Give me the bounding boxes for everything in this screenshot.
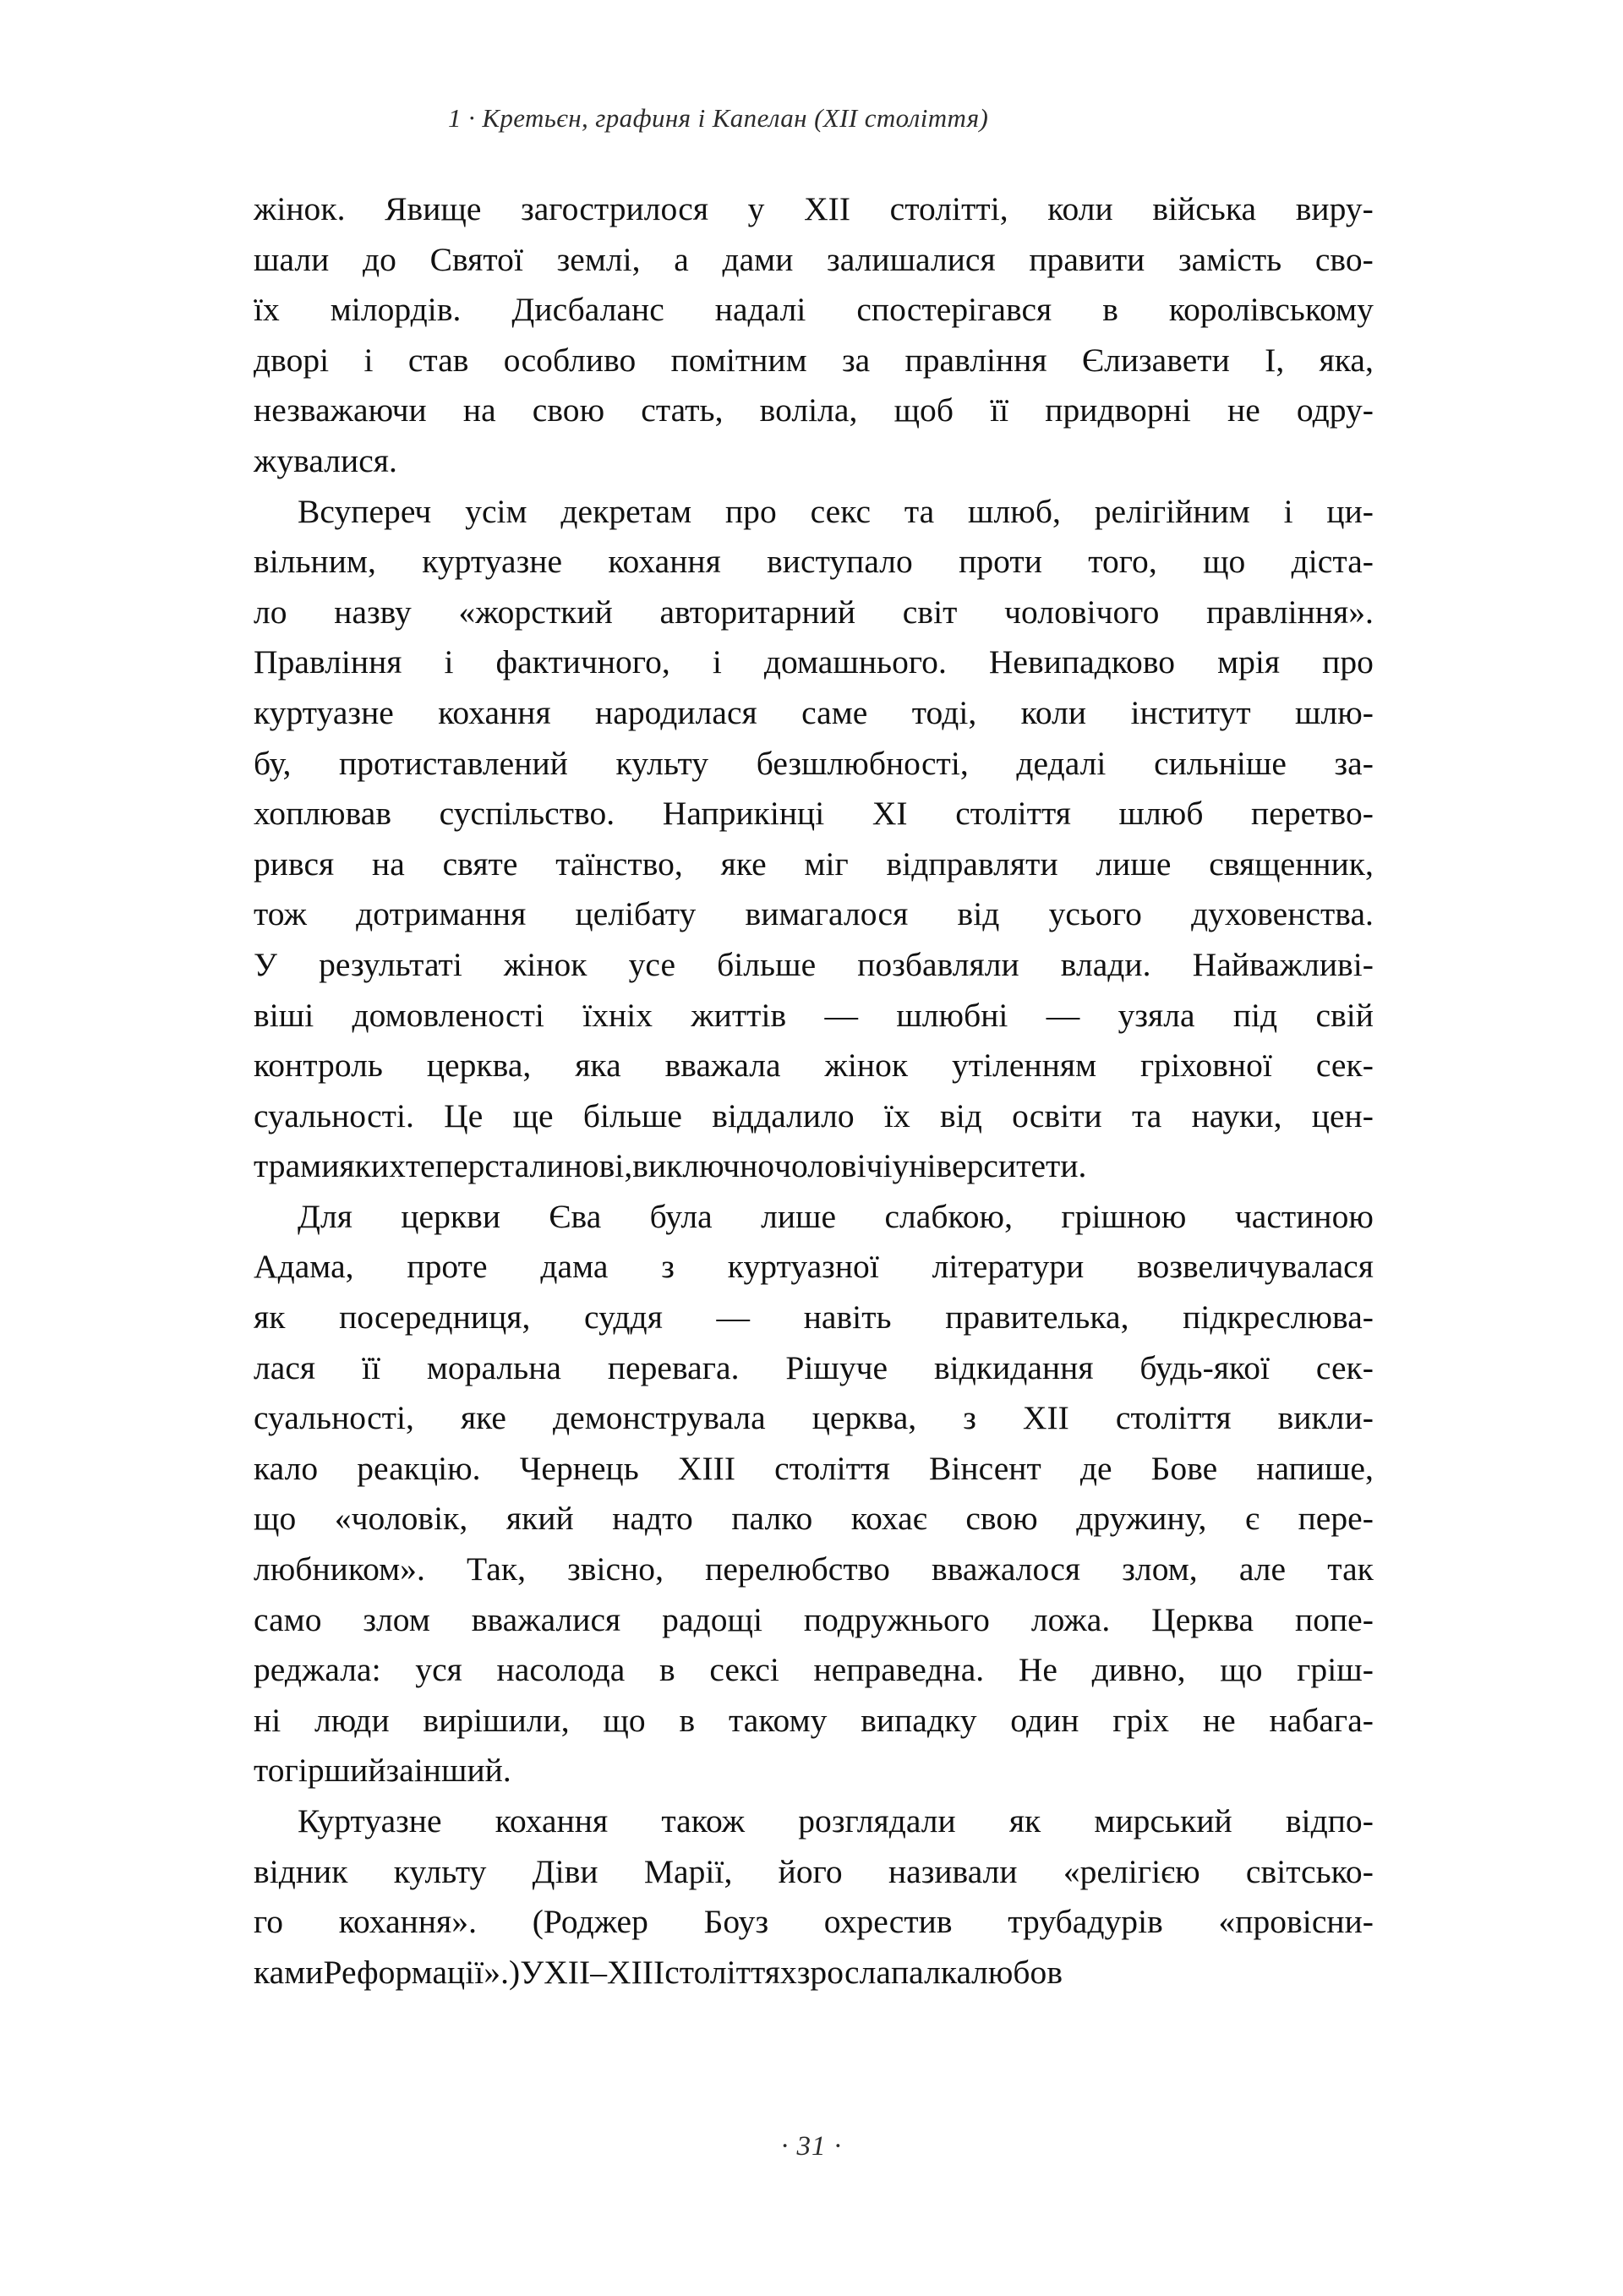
text-line: куртуазне кохання народилася саме тоді, коли інститут шлю- <box>254 693 1374 731</box>
text-line: реджала: уся насолода в сексі неправедна. Не дивно, що гріш- <box>254 1651 1374 1689</box>
text-line: шали до Святої землі, а дами залишалися правити замість сво- <box>254 240 1374 278</box>
page-number: · 31 · <box>781 2131 842 2162</box>
text-line: незважаючи на свою стать, воліла, щоб її придворні не одру- <box>254 391 1374 429</box>
paragraph <box>254 184 1374 487</box>
text-line: Всупереч усім декретам про секс та шлюб, релігійним і ци- <box>298 492 1374 530</box>
text-line: ло назву «жорсткий авторитарний світ чоловічого правління». <box>254 593 1374 631</box>
text-line: кало реакцію. Чернець XIII століття Вінсент де Бове напише, <box>254 1449 1374 1487</box>
text-line: Правління і фактичного, і домашнього. Невипадково мрія про <box>254 643 1374 681</box>
running-head: 1 · Кретьєн, графиня і Капелан (XII століття) <box>448 103 989 133</box>
text-line: Куртуазне кохання також розглядали як мирський відпо- <box>298 1802 1374 1840</box>
text-line: лася її моральна перевага. Рішуче відкидання будь-якої сек- <box>254 1348 1374 1386</box>
paragraph <box>254 487 1374 1192</box>
text-line: суальності. Це ще більше віддалило їх від освіти та науки, цен- <box>254 1096 1374 1134</box>
text-line: їх мілордів. Дисбаланс надалі спостерігався в королівському <box>254 291 1374 329</box>
text-line: У результаті жінок усе більше позбавляли влади. Найважливі- <box>254 945 1374 983</box>
text-line: любником». Так, звісно, перелюбство вважалося злом, але так <box>254 1550 1374 1588</box>
text-line: суальності, яке демонструвала церква, з XII століття викли- <box>254 1399 1374 1437</box>
paragraph <box>254 1796 1374 1998</box>
text-line: відник культу Діви Марії, його називали «релігією світсько- <box>254 1852 1374 1890</box>
text-line: рився на святе таїнство, яке міг відправляти лише священник, <box>254 845 1374 883</box>
text-line: то гірший за інший. <box>254 1752 511 1790</box>
text-line: дворі і став особливо помітним за правління Єлизавети I, яка, <box>254 341 1374 379</box>
text-line: трами яких тепер стали нові, виключно чоловічі університети. <box>254 1147 1087 1185</box>
text-line: як посередниця, суддя — навіть правителька, підкреслюва- <box>254 1298 1374 1337</box>
text-line: жувалися. <box>254 441 397 479</box>
text-line: що «чоловік, який надто палко кохає свою дружину, є пере- <box>254 1500 1374 1538</box>
body-text-block <box>254 184 1374 1998</box>
text-line: жінок. Явище загострилося у XII столітті, коли війська виру- <box>254 190 1374 227</box>
text-line: вільним, куртуазне кохання виступало проти того, що діста- <box>254 543 1374 581</box>
text-line: само злом вважалися радощі подружнього ложа. Церква попе- <box>254 1600 1374 1638</box>
text-line: ні люди вирішили, що в такому випадку один гріх не набага- <box>254 1701 1374 1739</box>
paragraph <box>254 1192 1374 1796</box>
text-line: хоплював суспільство. Наприкінці XI століття шлюб перетво- <box>254 795 1374 833</box>
text-line: бу, протиставлений культу безшлюбності, дедалі сильніше за- <box>254 744 1374 782</box>
text-line: тож дотримання целібату вимагалося від усього духовенства. <box>254 895 1374 933</box>
text-line: го кохання». (Роджер Боуз охрестив трубадурів «провісни- <box>254 1903 1374 1941</box>
text-line: віші домовленості їхніх життів — шлюбні — узяла під свій <box>254 996 1374 1034</box>
text-line: Адама, проте дама з куртуазної літератури возвеличувалася <box>254 1248 1374 1286</box>
text-line: ками Реформації».) У XII–XIII століттях зросла палка любов <box>254 1953 1063 1991</box>
text-line: контроль церква, яка вважала жінок утіленням гріховної сек- <box>254 1047 1374 1085</box>
text-line: Для церкви Єва була лише слабкою, грішною частиною <box>298 1197 1374 1235</box>
